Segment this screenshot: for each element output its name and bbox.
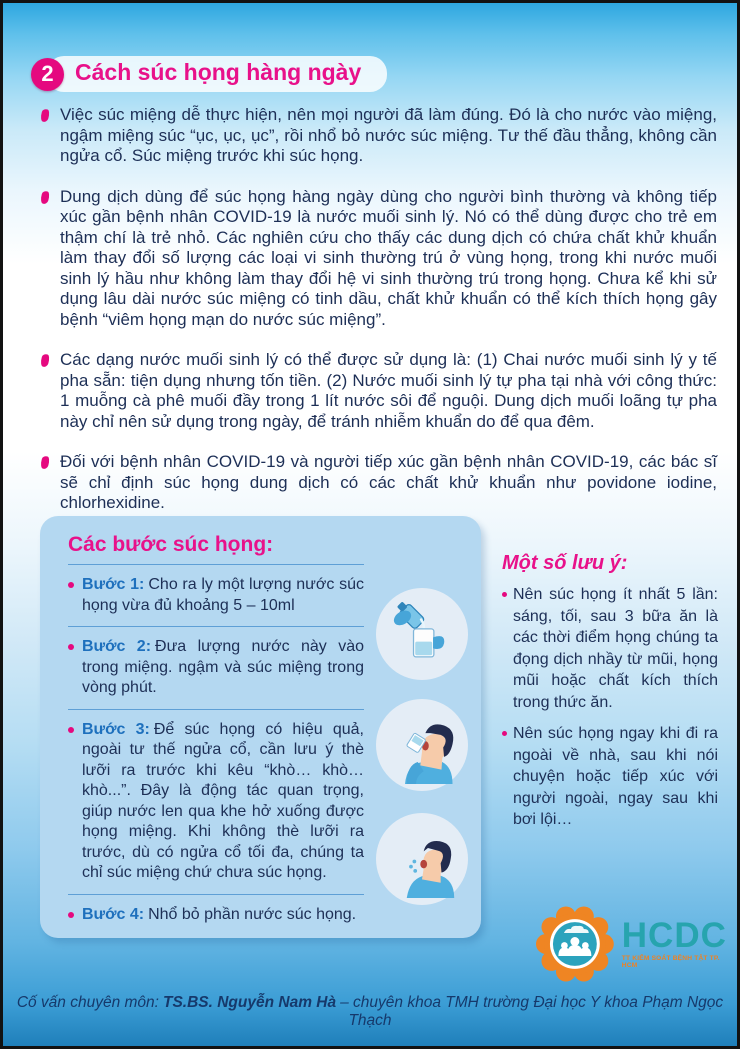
paragraph-text: Đối với bệnh nhân COVID-19 và người tiếp xúc gần bệnh nhân COVID-19, các bác sĩ sẽ chỉ định súc họng dung dịch có các chất khử khuẩn như povidone iodine, chlorhexidine.: [60, 452, 717, 512]
paragraph-text: Dung dịch dùng để súc họng hàng ngày dùng cho người bình thường và không tiếp xúc gần bệnh nhân COVID-19 là nước muối sinh lý. Nó có thể dùng được cho trẻ em thậm chí là trẻ nhỏ. Các nghiên cứu cho thấy các dung dịch có chứa chất khử khuẩn làm thay đổi số lượng các loại vi sinh thường trú ở vùng họng, trong khi nước muối sinh lý hầu như không làm thay đổi hệ vi sinh thường trú trong họng. Chưa kể khi sử dụng lâu dài nước súc miệng có tinh dầu, chất khử khuẩn có thể kích thích họng gây bệnh “viêm họng mạn do nước súc miệng”.: [60, 186, 717, 329]
drink-gargle-illustration: [376, 699, 468, 791]
bullet-dot-icon: [502, 731, 507, 736]
hcdc-tagline: TT KIỂM SOÁT BỆNH TẬT TP. HCM: [621, 955, 720, 969]
steps-box-title: Các bước súc họng:: [68, 533, 274, 556]
step-1: [68, 572, 364, 619]
note-item: [502, 584, 718, 713]
step-body: [82, 720, 364, 884]
bullet-dot-icon: [68, 912, 74, 918]
spit-icon: [383, 820, 461, 898]
footer-credit: [3, 994, 737, 1030]
step-text: Đưa lượng nước này vào trong miệng. ngậm và súc miệng trong vòng phút.: [82, 638, 364, 696]
intro-paragraphs: [41, 105, 717, 534]
bullet-drop-icon: [39, 108, 50, 123]
section-number-badge: 2: [31, 58, 64, 91]
section-title: Cách súc họng hàng ngày: [47, 56, 387, 92]
pour-water-icon: [383, 595, 461, 673]
step-body: [82, 637, 364, 699]
paragraph-text: Việc súc miệng dễ thực hiện, nên mọi người đã làm đúng. Đó là cho nước vào miệng, ngậm miệng súc “ục, ục, ục”, rồi nhổ bỏ nước súc miệng. Tư thế đầu thẳng, không cần ngửa cổ. Súc miệng trước khi súc họng.: [60, 105, 717, 165]
paragraph-text: Các dạng nước muối sinh lý có thể được sử dụng là: (1) Chai nước muối sinh lý y tế pha sẵn: tiện dụng nhưng tốn tiền. (2) Nước muối sinh lý tự pha tại nhà với công thức: 1 muỗng cà phê muối đầy trong 1 lít nước sôi để nguội. Dung dịch muối loãng tự pha này chỉ nên sử dụng trong ngày, để tránh nhiễm khuẩn do để qua đêm.: [60, 350, 717, 431]
step-3: [68, 717, 364, 887]
step-2: [68, 634, 364, 702]
hcdc-flower-icon: [535, 904, 615, 984]
bullet-drop-icon: [39, 190, 50, 205]
bullet-drop-icon: [39, 455, 50, 470]
separator: [68, 894, 364, 895]
note-text: Nên súc họng ngay khi đi ra ngoài về nhà, sau khi nói chuyện hoặc tiếp xúc với người ngoài, ngay sau khi bơi lội…: [513, 725, 718, 828]
step-4: [68, 902, 364, 929]
notes-column: [502, 552, 718, 841]
pour-water-illustration: [376, 588, 468, 680]
step-body: [82, 575, 364, 616]
step-label: Bước 1:: [82, 576, 145, 593]
paragraph-item: [41, 452, 717, 514]
notes-title: Một số lưu ý:: [502, 552, 628, 574]
paragraph-item: [41, 187, 717, 331]
hcdc-logo-text: [622, 918, 737, 969]
step-label: Bước 3:: [82, 720, 150, 738]
bullet-dot-icon: [502, 592, 507, 597]
spit-out-illustration: [376, 813, 468, 905]
footer-advisor-name: TS.BS. Nguyễn Nam Hà: [162, 994, 337, 1011]
bullet-dot-icon: [68, 727, 74, 733]
bullet-dot-icon: [68, 644, 74, 650]
step-text: Để súc họng có hiệu quả, ngoài tư thế ngửa cổ, cần lưu ý thè lưỡi ra trước khi kêu “khò… khò… khò...”. Đây là động tác quan trọng, giúp nước len qua khe hở xuống được họng miệng. Khi không thè lưỡi ra trước, dù có ngửa cổ tối đa, chúng ta chỉ súc miệng chứ chưa súc họng.: [82, 720, 364, 881]
note-text: Nên súc họng ít nhất 5 lần: sáng, tối, sau 3 bữa ăn là các thời điểm họng chúng ta đọng dịch nhầy từ mũi, họng mũi hoặc chất kích thích trong thức ăn.: [513, 586, 718, 711]
paragraph-item: [41, 350, 717, 432]
separator: [68, 709, 364, 710]
gargle-steps-box: [40, 516, 481, 938]
paragraph-item: [41, 105, 717, 167]
bullet-drop-icon: [39, 353, 50, 368]
gargle-icon: [383, 706, 461, 784]
separator: [68, 626, 364, 627]
note-item: [502, 723, 718, 831]
separator: [68, 564, 364, 565]
hcdc-logo: [535, 904, 737, 984]
section-heading: [31, 56, 387, 92]
step-text: Cho ra ly một lượng nước súc họng vừa đủ khoảng 5 – 10ml: [82, 576, 364, 614]
footer-prefix: Cố vấn chuyên môn:: [16, 994, 159, 1011]
bullet-dot-icon: [68, 582, 74, 588]
step-body: [82, 905, 356, 926]
step-text: Nhổ bỏ phần nước súc họng.: [148, 905, 357, 923]
step-label: Bước 4:: [82, 905, 145, 923]
step-label: Bước 2:: [82, 638, 152, 655]
footer-suffix: – chuyên khoa TMH trường Đại học Y khoa Phạm Ngọc Thạch: [340, 994, 724, 1029]
hcdc-wordmark: HCDC: [621, 916, 727, 956]
